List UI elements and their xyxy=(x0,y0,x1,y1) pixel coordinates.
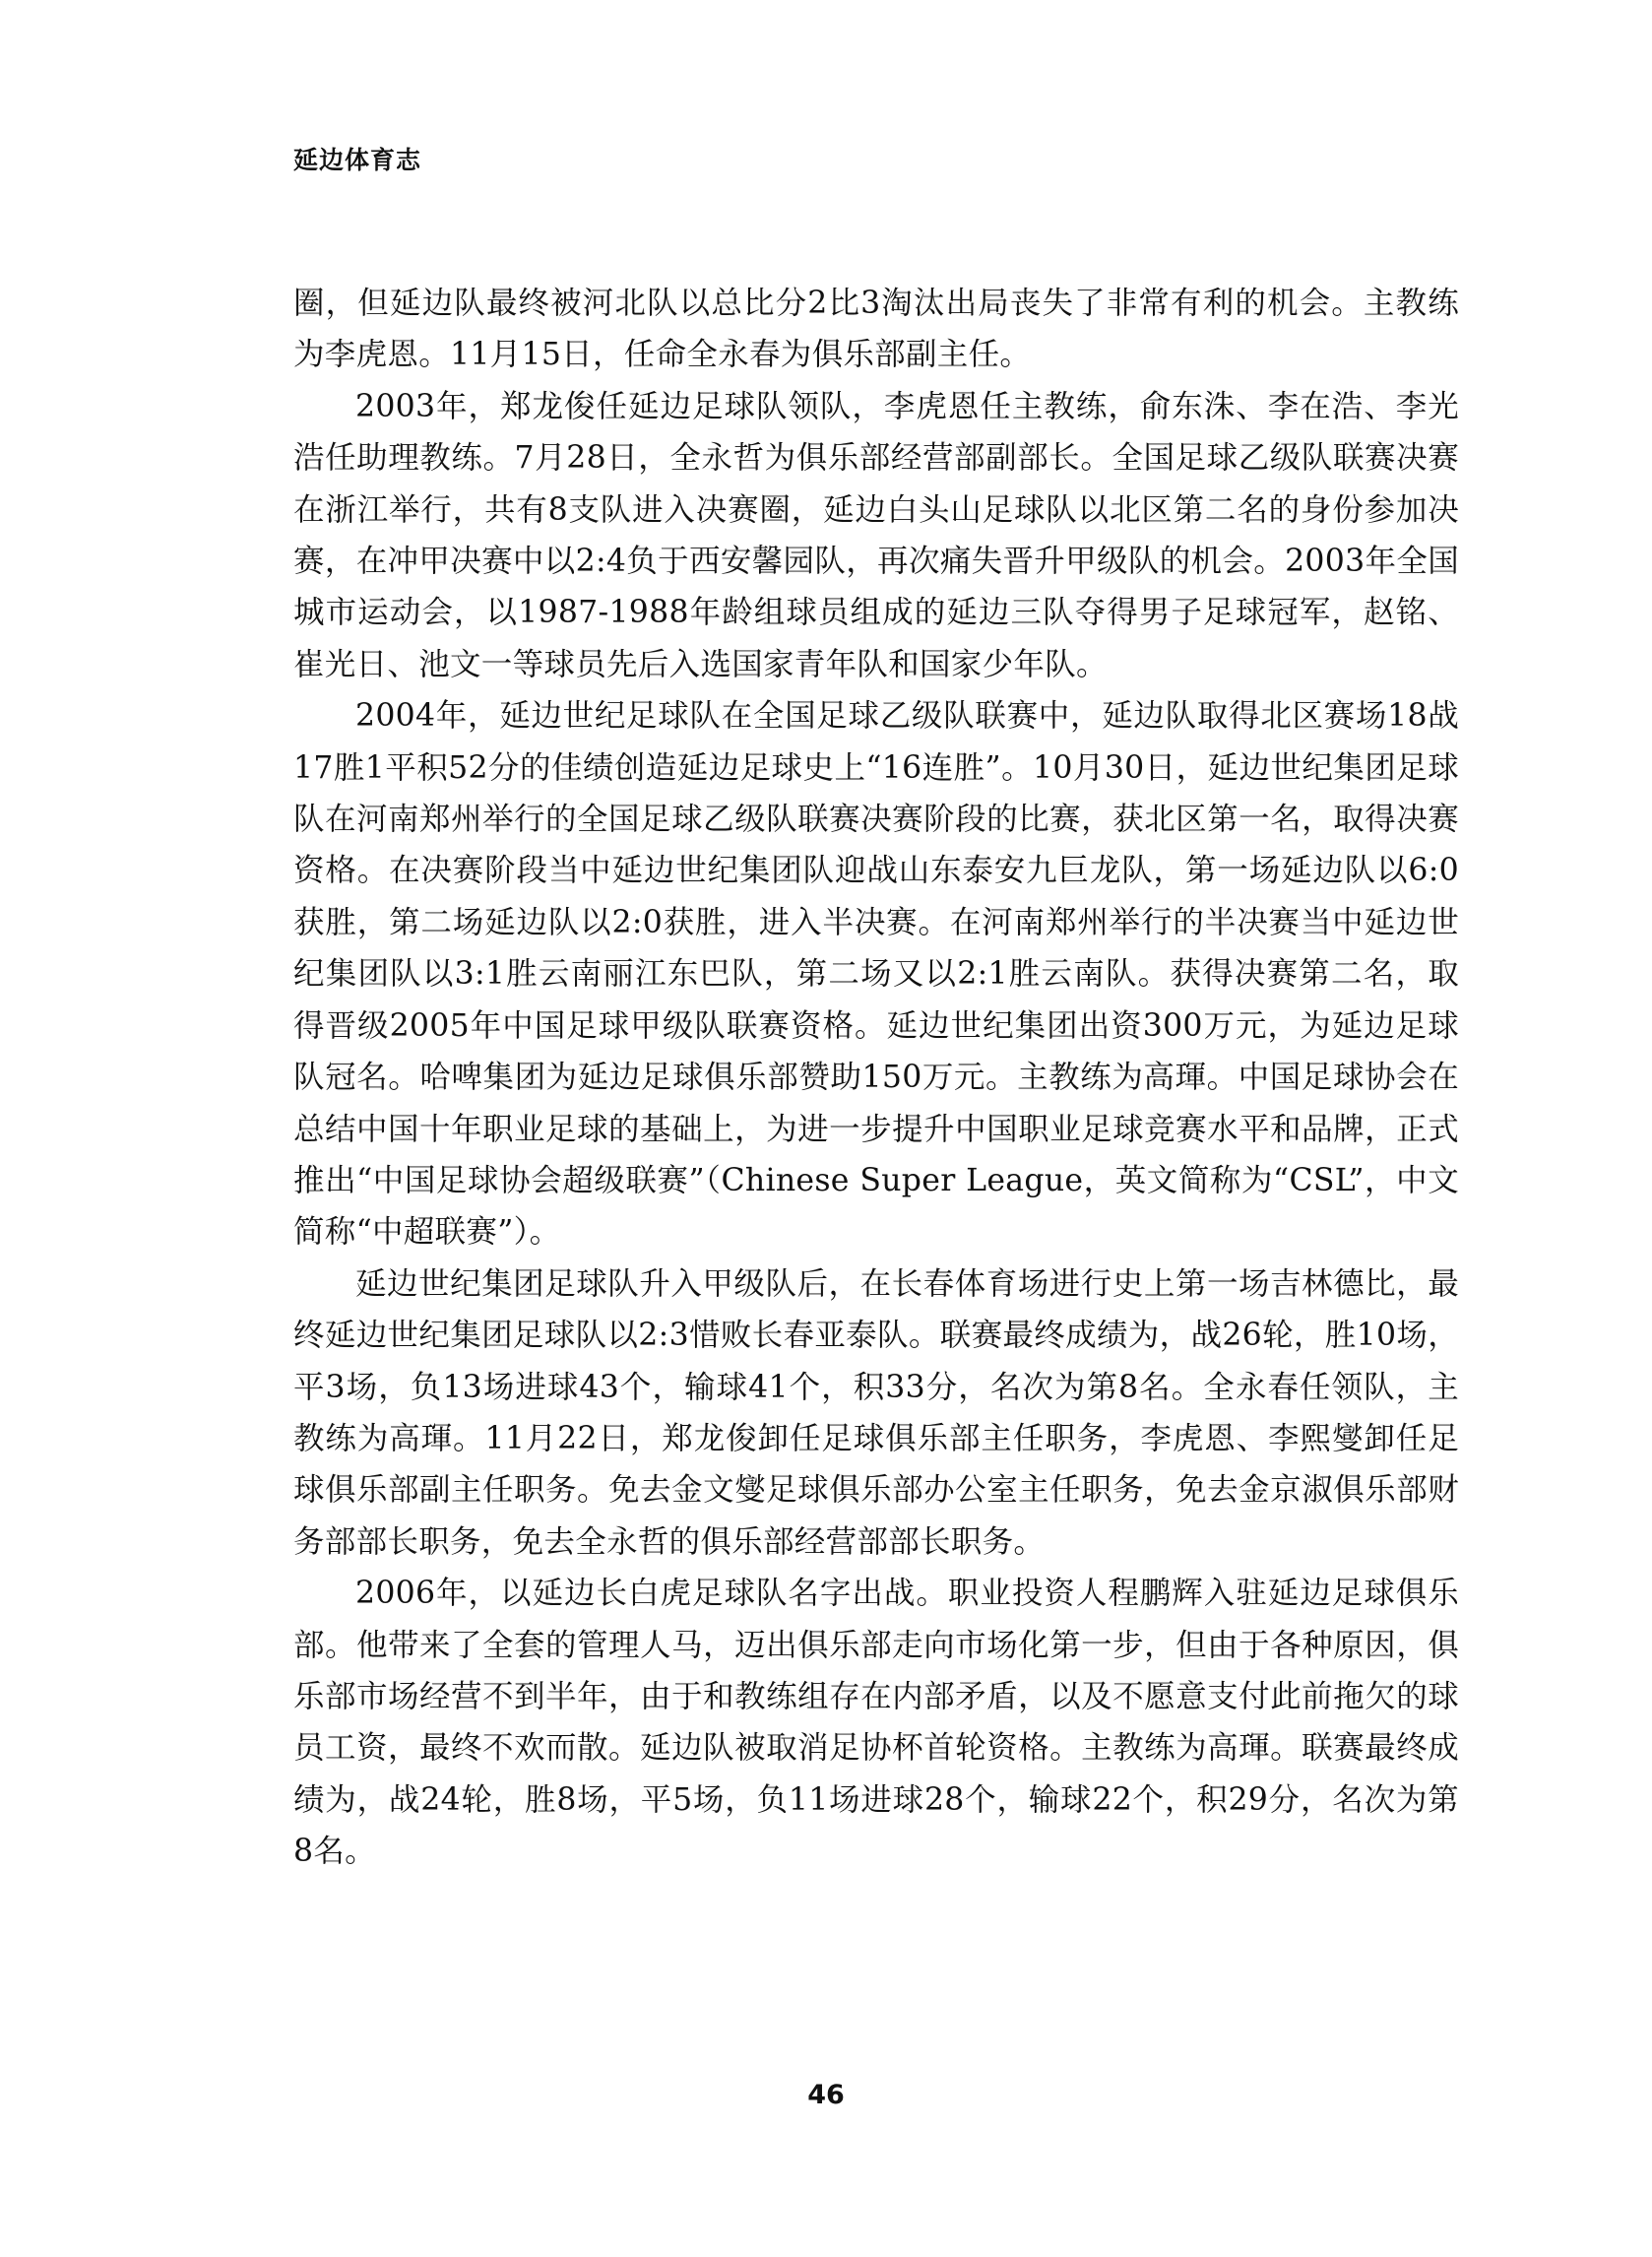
paragraph-2003: 2003年，郑龙俊任延边足球队领队，李虎恩任主教练，俞东洙、李在浩、李光浩任助理教练。7月28日，全永哲为俱乐部经营部副部长。全国足球乙级队联赛决赛在浙江举行，共有8支队进入决赛圈，延边白头山足球队以北区第二名的身份参加决赛，在冲甲决赛中以2:4负于西安馨园队，再次痛失晋升甲级队的机会。2003年全国城市运动会，以1987-1988年龄组球员组成的延边三队夺得男子足球冠军，赵铭、崔光日、池文一等球员先后入选国家青年队和国家少年队。 xyxy=(293,388,1459,682)
page-number: 46 xyxy=(807,2080,845,2110)
paragraph-2005: 延边世纪集团足球队升入甲级队后，在长春体育场进行史上第一场吉林德比，最终延边世纪集团足球队以2:3惜败长春亚泰队。联赛最终成绩为，战26轮，胜10场，平3场，负13场进球43个，输球41个，积33分，名次为第8名。全永春任领队，主教练为高琿。11月22日，郑龙俊卸任足球俱乐部主任职务，李虎恩、李熙燮卸任足球俱乐部副主任职务。免去金文燮足球俱乐部办公室主任职务，免去金京淑俱乐部财务部部长职务，免去全永哲的俱乐部经营部部长职务。 xyxy=(293,1265,1459,1560)
body-text xyxy=(293,278,1459,1878)
paragraph-2004: 2004年，延边世纪足球队在全国足球乙级队联赛中，延边队取得北区赛场18战17胜1平积52分的佳绩创造延边足球史上“16连胜”。10月30日，延边世纪集团足球队在河南郑州举行的全国足球乙级队联赛决赛阶段的比赛，获北区第一名，取得决赛资格。在决赛阶段当中延边世纪集团队迎战山东泰安九巨龙队，第一场延边队以6:0获胜，第二场延边队以2:0获胜，进入半决赛。在河南郑州举行的半决赛当中延边世纪集团队以3:1胜云南丽江东巴队，第二场又以2:1胜云南队。获得决赛第二名，取得晋级2005年中国足球甲级队联赛资格。延边世纪集团出资300万元，为延边足球队冠名。哈啤集团为延边足球俱乐部赞助150万元。主教练为高琿。中国足球协会在总结中国十年职业足球的基础上，为进一步提升中国职业足球竞赛水平和品牌，正式推出“中国足球协会超级联赛”（Chinese Super League，英文简称为“CSL”，中文简称“中超联赛”）。 xyxy=(293,698,1459,1251)
paragraph-2006: 2006年，以延边长白虎足球队名字出战。职业投资人程鹏辉入驻延边足球俱乐部。他带来了全套的管理人马，迈出俱乐部走向市场化第一步，但由于各种原因，俱乐部市场经营不到半年，由于和教练组存在内部矛盾，以及不愿意支付此前拖欠的球员工资，最终不欢而散。延边队被取消足协杯首轮资格。主教练为高琿。联赛最终成绩为，战24轮，胜8场，平5场，负11场进球28个，输球22个，积29分，名次为第8名。 xyxy=(293,1576,1459,1870)
paragraph-continued: 圈，但延边队最终被河北队以总比分2比3淘汰出局丧失了非常有利的机会。主教练为李虎恩。11月15日，任命全永春为俱乐部副主任。 xyxy=(293,286,1459,373)
running-head: 延边体育志 xyxy=(293,146,422,174)
